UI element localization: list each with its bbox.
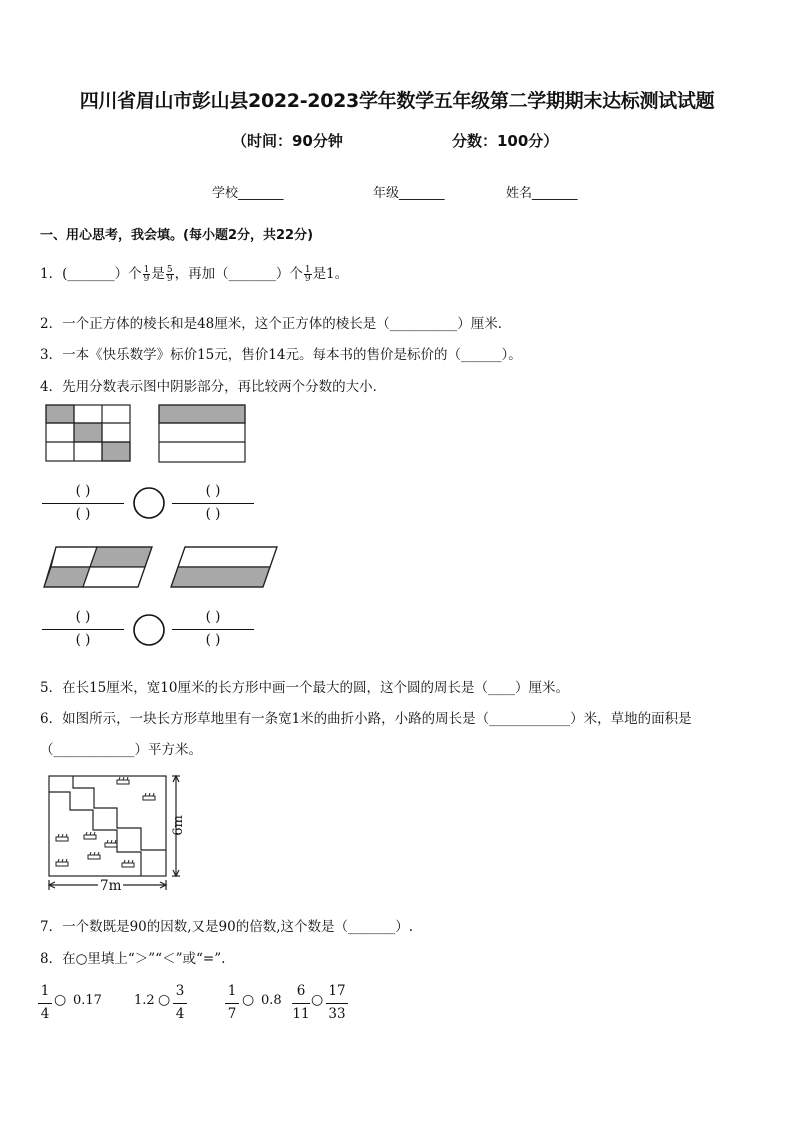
q4-answer-3[interactable]: ( ) ( ) [42,607,124,650]
q8-fraction-6-11: 6 11 [292,983,310,1022]
q8-value-0-17: 0.17 [73,993,102,1008]
question-6-line-1: 6．如图所示，一块长方形草地里有一条宽1米的曲折小路，小路的周长是（____________）米，草地的面积是 [40,711,692,727]
q8-fraction-1-4: 1 4 [38,981,52,1024]
question-7: 7．一个数既是90的因数,又是90的倍数,这个数是（_______）. [40,919,414,935]
school-field: 学校_______ [212,186,284,201]
q4-answer-4[interactable]: ( ) ( ) [172,607,254,650]
time-label: （时间：90分钟 [232,132,343,150]
grass-icons [56,777,155,867]
height-label: 6m [170,815,186,836]
q8-fraction-1-7: 1 7 [225,981,239,1024]
q8-value-1-2: 1.2 [134,993,155,1008]
score-label: 分数：100分） [452,132,559,150]
q8-fraction-17-33: 17 33 [326,981,348,1024]
q1-mid-1: 是 [151,266,165,282]
width-label: 7m [100,878,122,894]
grade-field: 年级_______ [373,186,445,201]
question-6-line-2: （____________）平方米。 [40,742,202,758]
q1-fraction-3: $\frac{1}{9}$ [304,265,311,284]
q8-circle-1[interactable]: ○ [54,992,67,1008]
q8-circle-2[interactable]: ○ [158,992,171,1008]
q4-answer-2[interactable]: ( ) ( ) [172,481,254,524]
question-3: 3．一本《快乐数学》标价15元，售价14元。每本书的售价是标价的（______）。 [40,347,522,363]
page-title: 四川省眉山市彭山县2022-2023学年数学五年级第二学期期末达标测试试题 [79,90,715,112]
section-heading: 一、用心思考，我会填。(每小题2分，共22分) [40,228,314,243]
q4-answer-1[interactable]: ( ) ( ) [42,481,124,524]
q1-fraction-2: $\frac{5}{9}$ [166,265,173,284]
q8-circle-3[interactable]: ○ [242,992,255,1008]
q1-fraction-1: $\frac{1}{9}$ [143,265,150,284]
question-8: 8．在○里填上“＞”“＜”或“=”. [40,951,226,967]
question-2: 2．一个正方体的棱长和是48厘米，这个正方体的棱长是（__________）厘米． [40,316,512,332]
q8-circle-4[interactable]: ○ [311,992,324,1008]
q1-suffix: 是1。 [312,266,349,282]
name-field: 姓名_______ [506,186,578,201]
q1-mid-2: ，再加（_______）个 [174,266,303,282]
q8-fraction-3-4: 3 4 [173,981,187,1024]
question-5: 5．在长15厘米，宽10厘米的长方形中画一个最大的圆，这个圆的周长是（____）厘米。 [40,680,569,696]
question-4: 4．先用分数表示图中阴影部分，再比较两个分数的大小． [40,379,387,395]
q1-prefix: 1．(_______）个 [40,266,142,282]
q8-value-0-8: 0.8 [261,993,282,1008]
